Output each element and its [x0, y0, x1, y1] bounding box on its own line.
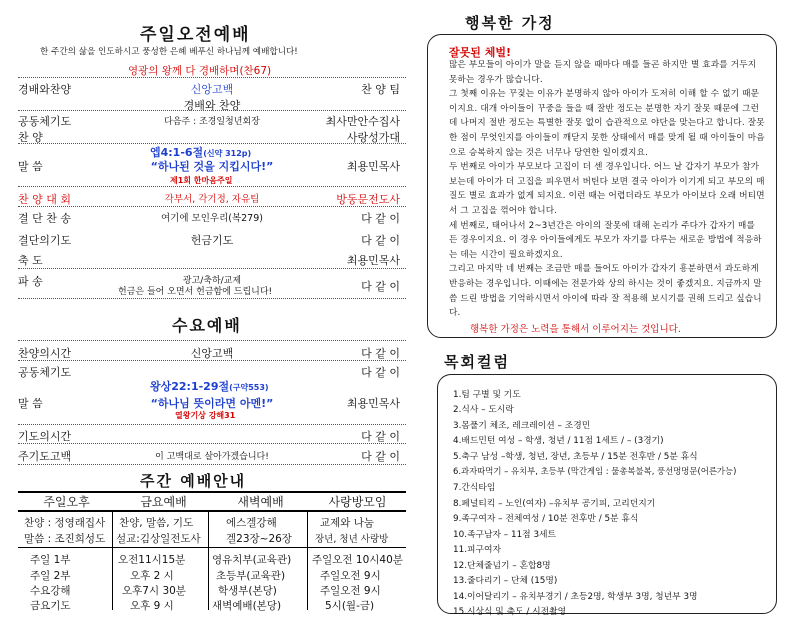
wednesday-title: 수요예배: [172, 316, 242, 335]
row-center: 각부서, 각기정, 자유팀: [164, 194, 260, 205]
pastor-item: 2.식사 – 도시락: [453, 405, 514, 415]
pastor-item: 3.몸풀기 체조, 레크레이션 – 조경민: [453, 421, 591, 431]
row-right: 사랑성가대: [346, 131, 400, 144]
row-right: 다 같 이: [361, 430, 400, 443]
schedule-cell: 영유치부(교육관): [212, 554, 292, 566]
row-right: 최용민목사: [346, 254, 400, 267]
sermon-sub: 제1회 한마음주일: [170, 176, 233, 185]
divider: [18, 340, 406, 341]
pastor-item: 7.간식타임: [453, 483, 496, 493]
row-label: 말 씀: [18, 397, 43, 410]
offering-note: 헌금은 들어 오면서 헌금함에 드립니다!: [118, 287, 273, 297]
row-label: 축 도: [18, 254, 43, 267]
schedule-cell: 주일 1부: [30, 554, 71, 566]
row-right: 방동문전도사: [336, 193, 400, 206]
divider: [18, 443, 406, 444]
row-label: 기도의시간: [18, 430, 72, 443]
divider: [18, 268, 406, 269]
schedule-cell: 찬양 : 정영래집사: [24, 517, 106, 529]
schedule-header: 사랑방모임: [328, 495, 387, 509]
family-paragraph: 많은 부모들이 아이가 말을 듣지 않을 때마다 매를 들곤 하지만 별 효과를 거두지 못하는 경우가 많습니다.: [449, 60, 757, 85]
wednesday-row: [18, 342, 406, 362]
morning-row: [18, 155, 406, 175]
pastor-item: 4.배드민턴 여성 – 학생, 청년 / 11점 1세트 / – (3경기): [453, 436, 664, 446]
morning-banner: 영광의 왕께 다 경배하며(찬67): [128, 65, 272, 77]
schedule-cell: 주일오전 10시40분: [312, 554, 403, 566]
schedule-cell: 오전11시15분: [118, 554, 186, 566]
morning-title: 주일오전예배: [140, 25, 251, 45]
pastor-item: 12.단체줄넘기 – 혼합8명: [453, 561, 551, 571]
row-center: 여기에 모인우리(복279): [161, 213, 263, 224]
row-right: 다 같 이: [361, 366, 400, 379]
row-label: 결 단 찬 송: [18, 212, 71, 225]
schedule-cell: 학생부(본당): [218, 585, 277, 597]
schedule-cell: 교제와 나눔: [320, 517, 375, 529]
wednesday-row: [18, 392, 406, 412]
row-center: 신앙고백: [190, 347, 234, 360]
row-center: 다음주 : 조경일청년회장: [164, 117, 260, 127]
morning-row: [18, 188, 406, 208]
row-label: 경배와찬양: [18, 83, 72, 96]
pastor-item: 9.족구여자 – 전체여성 / 10분 전후반 / 5분 휴식: [453, 514, 639, 524]
schedule-cell: 5시(월-금): [325, 600, 375, 612]
row-label: 주기도고백: [18, 450, 72, 463]
row-center: 신앙고백: [190, 83, 234, 96]
row-label: 찬 양: [18, 131, 43, 144]
row-center: 이 고백대로 살아가겠습니다!: [155, 452, 269, 462]
schedule-cell: 오후 9 시: [130, 600, 174, 612]
schedule-header: 주일오후: [43, 495, 90, 509]
row-center: 헌금기도: [190, 234, 234, 247]
schedule-divider: [18, 547, 406, 548]
schedule-cell: 말씀 : 조진희성도: [24, 533, 106, 545]
schedule-header: 금요예배: [140, 495, 187, 509]
schedule-cell: 새벽예배(본당): [212, 600, 282, 612]
schedule-cell: 오후 2 시: [130, 570, 174, 582]
morning-row: [18, 207, 406, 227]
wednesday-row: [18, 425, 406, 445]
schedule-title: 주간 예배안내: [140, 472, 247, 490]
row-label: 공동체기도: [18, 115, 72, 128]
schedule-col-divider: [208, 510, 209, 610]
row-right: 다 같 이: [361, 450, 400, 463]
pastor-item: 14.이어달리기 – 유치부경기 / 초등2명, 학생부 3명, 청년부 3명: [453, 592, 698, 602]
pastor-item: 6.과자따먹기 – 유치부, 초등부 (막간게임 : 물총복불복, 풍선멍멍문(어른가능): [453, 466, 737, 476]
row-center: 광고/축하/교제: [182, 276, 242, 286]
scripture-ref: 왕상22:1-29절: [150, 380, 230, 393]
schedule-cell: 찬양, 말씀, 기도: [119, 517, 194, 529]
divider: [18, 186, 406, 187]
pastor-item: 15.시상식 및 축도 / 시전촬영: [453, 607, 567, 617]
row-right: 최사만안수집사: [325, 115, 400, 128]
schedule-cell: 초등부(교육관): [216, 570, 286, 582]
scripture-page: (구약553): [229, 383, 269, 392]
row-right: 다 같 이: [361, 280, 400, 293]
pastor-item: 10.족구남자 – 11점 3세트: [453, 530, 557, 540]
row-right: 다 같 이: [361, 234, 400, 247]
pastor-item: 1.팀 구별 및 기도: [453, 390, 521, 400]
divider: [18, 464, 406, 465]
row-right: 다 같 이: [361, 212, 400, 225]
row-center: 경배와 찬양: [183, 99, 241, 112]
family-body: [449, 58, 765, 321]
scripture-page: (신약 312p): [203, 149, 252, 158]
row-right: 다 같 이: [361, 347, 400, 360]
sermon-sub: 열왕기상 강해31: [175, 411, 236, 420]
schedule-cell: 오후7시 30분: [122, 585, 186, 597]
row-label: 찬 양 대 회: [18, 193, 71, 206]
pastor-item: 5.축구 남성 –학생, 청년, 장년, 초등부 / 15분 전후반 / 5분 휴식: [453, 452, 698, 462]
row-right: 최용민목사: [346, 160, 400, 173]
schedule-cell: 주일오전 9시: [320, 585, 381, 597]
pastor-item: 8.페널티킥 – 노인(여자) –유치부 공기피, 고리던지기: [453, 499, 656, 509]
pastor-item: 13.줄다리기 – 단체 (15명): [453, 576, 558, 586]
morning-row: [18, 249, 406, 269]
schedule-cell: 수요강해: [30, 585, 71, 597]
family-paragraph: 그 첫째 이유는 꾸짖는 이유가 분명하지 않아 아이가 도저히 이해 할 수 없기 때문이지요. 대개 아이들이 꾸중을 들을 때 잘반 정도는 분명한 자기 잘못 때문에 그런데 나머지 절반 정도는 특별한 잘못 없이 습관적으로 야단을 맞는다고 합니다. 잘못한 점이 무엇인지를 아이들이 깨닫지 못한 상태에서 매를 맞게 될 때 아이들이 마음으로 승복하지 않는 것은 너무나 당연한 일이겠지요.: [449, 89, 765, 158]
row-label: 찬양의시간: [18, 347, 72, 360]
schedule-cell: 주일 2부: [30, 570, 71, 582]
schedule-cell: 겔23장~26장: [226, 533, 292, 545]
schedule-cell: 장년, 청년 사랑방: [315, 534, 389, 545]
schedule-cell: 주일오전 9시: [320, 570, 381, 582]
row-label: 결단의기도: [18, 234, 72, 247]
schedule-cell: 금요기도: [30, 600, 71, 612]
schedule-cell: 설교:김상일전도사: [116, 533, 201, 545]
wednesday-row: [18, 445, 406, 465]
schedule-rule: [18, 510, 406, 512]
schedule-cell: 에스겔강해: [226, 517, 277, 529]
sermon-title: “하나님 뜻이라면 아멘!”: [150, 397, 274, 410]
schedule-col-divider: [112, 510, 113, 610]
family-heading: 잘못된 체벌!: [449, 46, 511, 59]
family-paragraph: 세 번째로, 태어나서 2~3년간은 아이의 잘못에 대해 논리가 주다가 갑자기 매를 든 경우이지요. 이 경우 아이들에게도 부모가 자기를 다루는 새로운 방법에 적응하는 데는 시간이 필요하겠지요.: [449, 220, 762, 260]
family-paragraph: 그리고 마지막 네 번째는 조금만 매를 들어도 아이가 갑자기 흥분하면서 과도하게 반응하는 경우입니다. 이때에는 전문가와 상의 하시는 것이 좋겠지요. 지금까지 말씀 드린 방법을 기억하시면서 아이에 따라 잘 적용해 보시기를 권해 드리고 싶습니다.: [449, 264, 762, 319]
schedule-header: 새벽예배: [237, 495, 284, 509]
row-right: 최용민목사: [346, 397, 400, 410]
morning-subtitle: 한 주간의 삶을 인도하시고 풍성한 은혜 베푸신 하나님께 예배합니다!: [40, 47, 298, 57]
row-label: 공동체기도: [18, 366, 72, 379]
family-paragraph: 두 번째로 아이가 부모보다 고집이 더 센 경우입니다. 어느 날 갑자기 부모가 참가 보는데 아이가 더 고집을 피우면서 버틴다 보면 결국 아이가 이기게 되고 부모의 매질도 별로 효과가 없게 되지요. 이런 때는 어렵더라도 부모가 아이보다 오래 버티면서 그 고집을 꺾어야 합니다.: [449, 162, 765, 216]
family-closing: 행복한 가정은 노력을 통해서 이루어지는 것입니다.: [470, 324, 681, 335]
row-label: 파 송: [18, 275, 43, 288]
row-label: 말 씀: [18, 160, 43, 173]
pastor-item: 11.피구여자: [453, 545, 501, 555]
sermon-title: “하나된 것을 지킵시다!”: [150, 160, 274, 173]
scripture-ref: 엡4:1-6절: [150, 146, 204, 159]
divider: [18, 298, 406, 299]
pastor-title: 목회컬럼: [444, 353, 510, 371]
schedule-col-divider: [307, 510, 308, 610]
morning-row: [18, 229, 406, 249]
row-right: 찬 양 팀: [361, 83, 400, 96]
family-title: 행복한 가정: [465, 14, 555, 32]
